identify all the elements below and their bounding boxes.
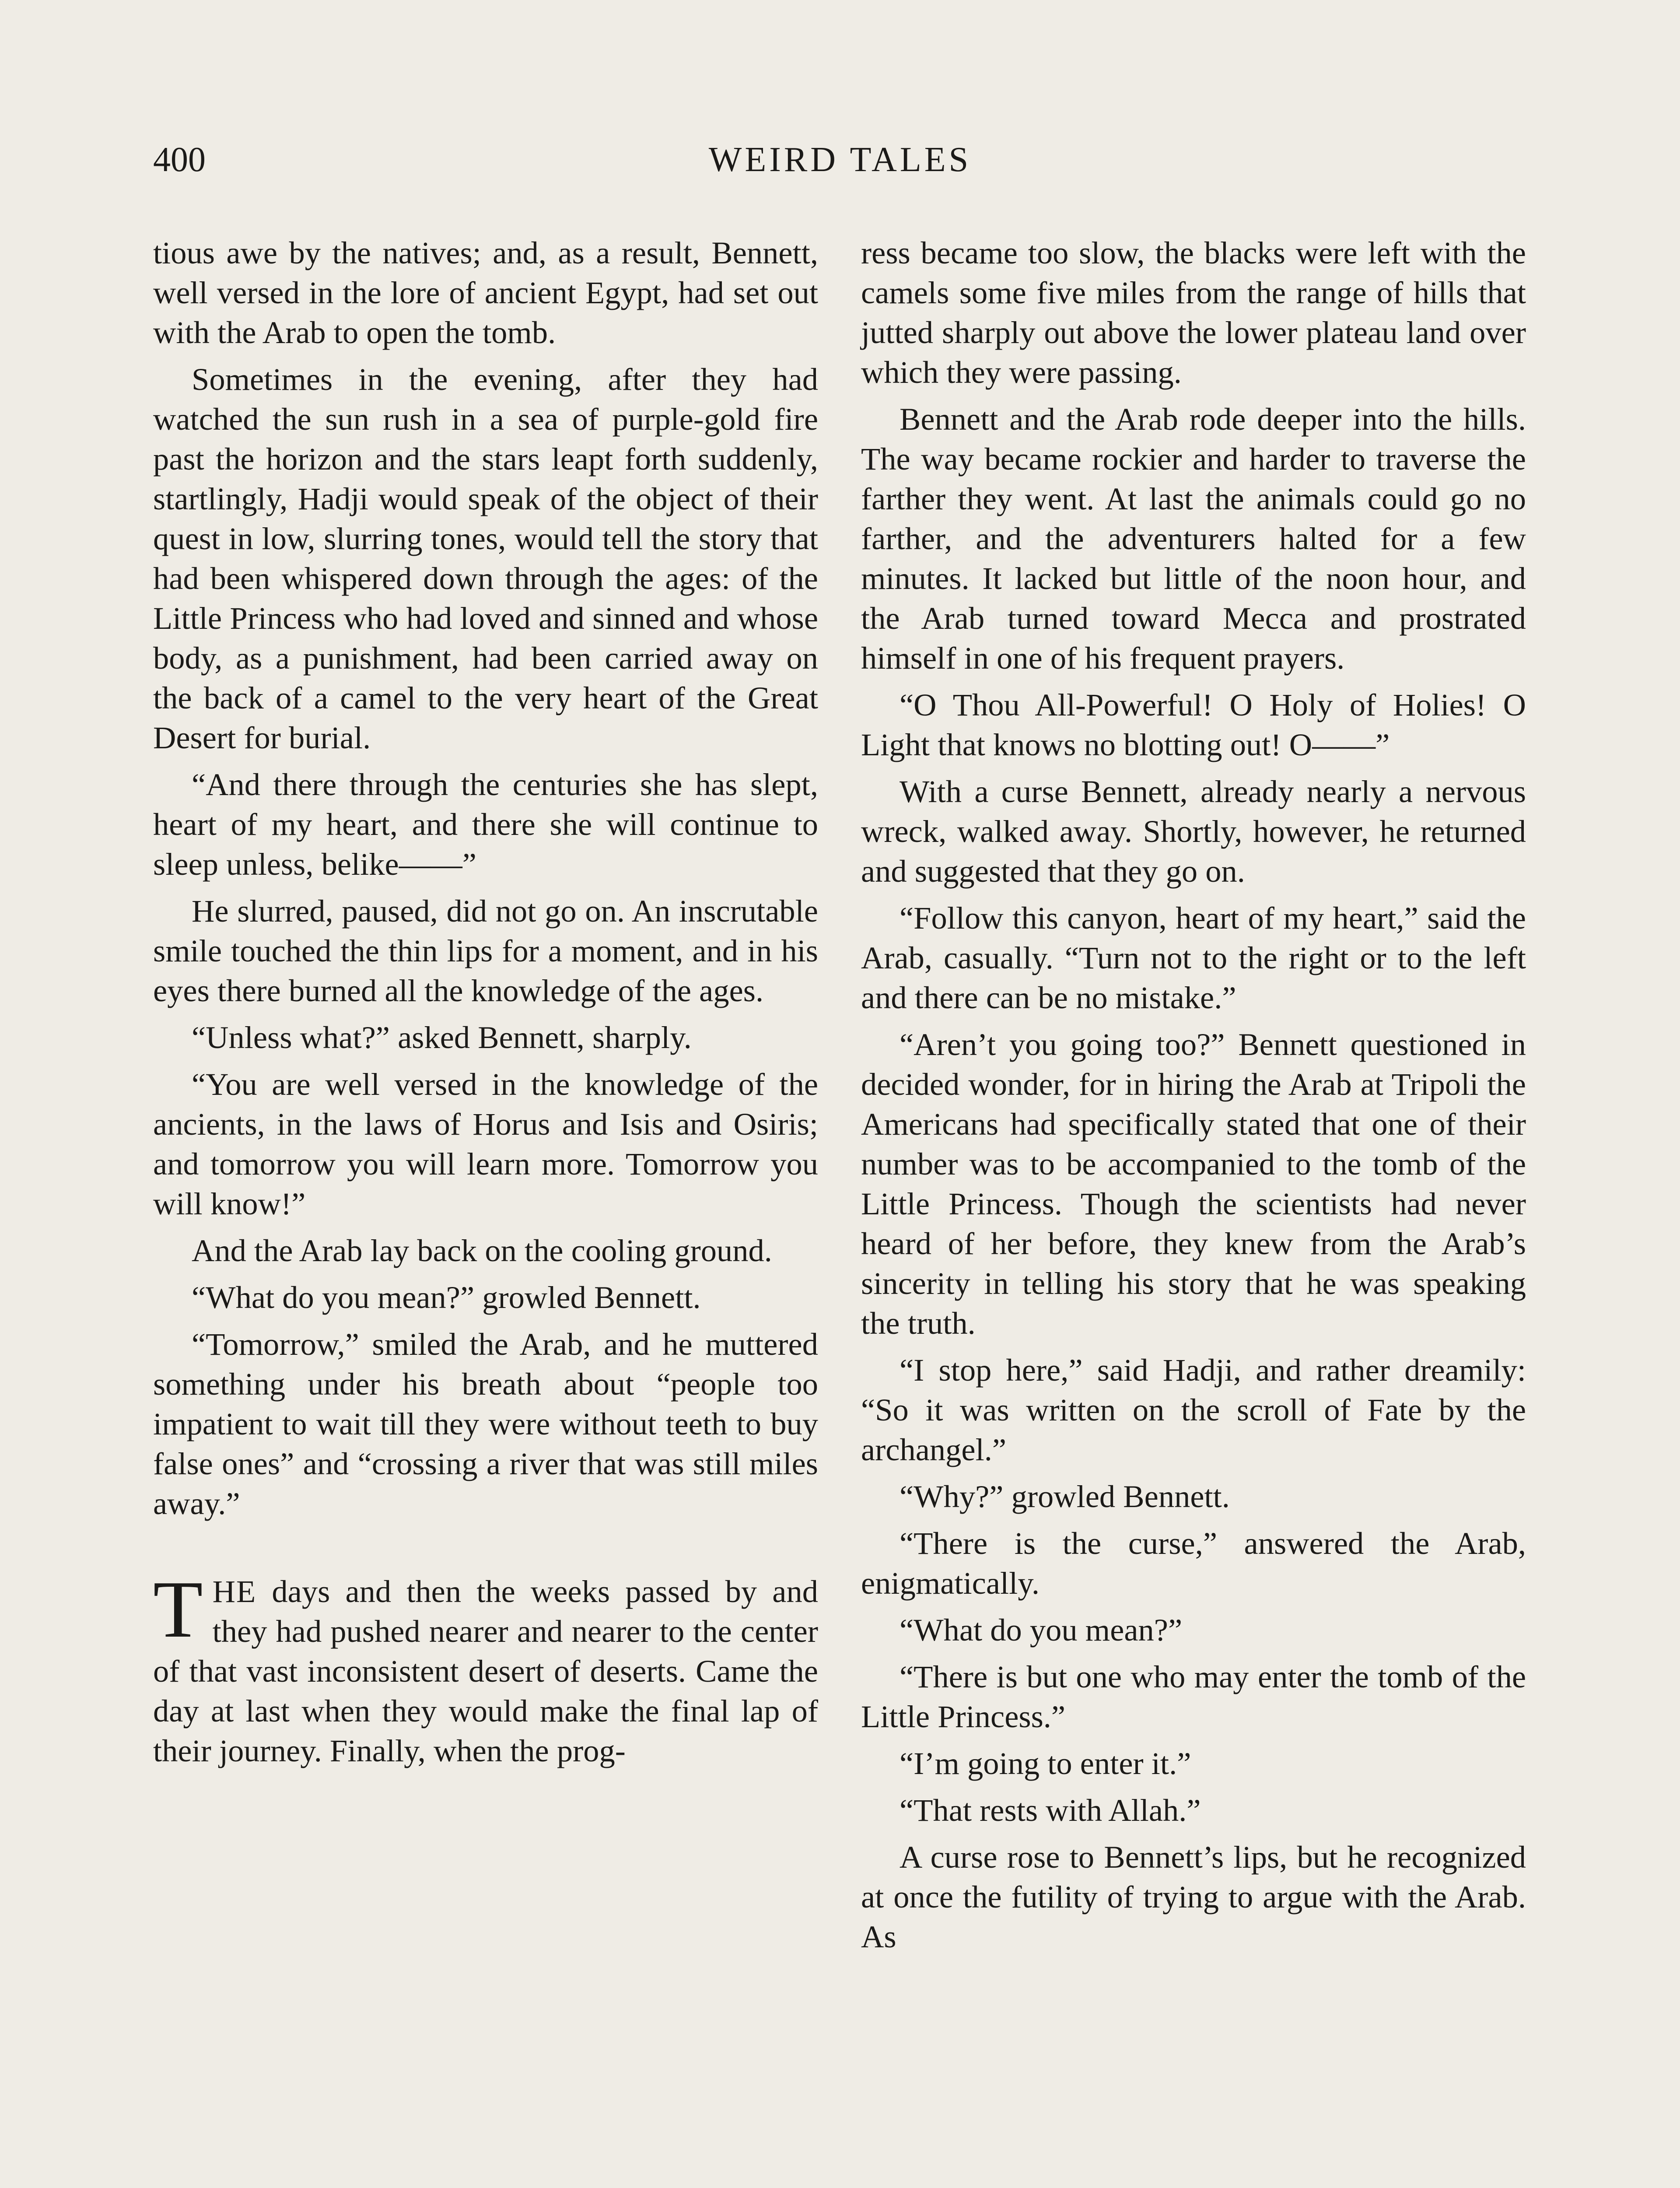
paragraph: “There is the curse,” answered the Arab, enigmatically.	[861, 1525, 1526, 1601]
running-head-title: WEIRD TALES	[708, 140, 972, 179]
paragraph: “I stop here,” said Hadji, and rather dreamily: “So it was written on the scroll of Fate by the archangel.”	[861, 1352, 1526, 1467]
page-header	[153, 136, 1527, 184]
paragraph: “That rests with Allah.”	[900, 1792, 1201, 1828]
paragraph: Bennett and the Arab rode deeper into the hills. The way became rockier and harder to traverse the farther they went. At last the animals could go no farther, and the adventurers halted for a few minutes. It lacked but little of the noon hour, and the Arab turned toward Mecca and prostrated himself in one of his frequent prayers.	[861, 401, 1526, 676]
paragraph: “Why?” growled Bennett.	[900, 1479, 1230, 1514]
left-column	[153, 233, 818, 1778]
paragraph: With a curse Bennett, already nearly a nervous wreck, walked away. Shortly, however, he returned and suggested that they go on.	[861, 774, 1526, 889]
paragraph: “Tomorrow,” smiled the Arab, and he muttered something under his breath about “people too impatient to wait till they were without teeth to buy false ones” and “crossing a river that was still miles away.”	[153, 1326, 818, 1521]
paragraph: ress became too slow, the blacks were left with the camels some five miles from the range of hills that jutted sharply out above the lower plateau land over which they were passing.	[861, 235, 1526, 390]
drop-cap: T	[153, 1564, 203, 1655]
paragraph: “What do you mean?”	[900, 1612, 1183, 1648]
paragraph: “Follow this canyon, heart of my heart,” said the Arab, casually. “Turn not to the right or to the left and there can be no mistake.”	[861, 900, 1526, 1015]
right-column	[861, 233, 1526, 1964]
small-caps-lead: HE	[212, 1574, 257, 1609]
paragraph: A curse rose to Bennett’s lips, but he recognized at once the futility of trying to argue with the Arab. As	[861, 1839, 1526, 1954]
paragraph: “And there through the centuries she has slept, heart of my heart, and there she will continue to sleep unless, belike——”	[153, 767, 818, 882]
paragraph: “There is but one who may enter the tomb of the Little Princess.”	[861, 1659, 1526, 1734]
paragraph: “I’m going to enter it.”	[900, 1746, 1191, 1781]
paragraph: “Aren’t you going too?” Bennett questioned in decided wonder, for in hiring the Arab at Tripoli the Americans had specifically stated that one of their number was to be accompanied to the tomb of the Little Princess. Though the scientists had never heard of her before, they knew from the Arab’s sincerity in telling his story that he was speaking the truth.	[861, 1027, 1526, 1341]
paragraph: “O Thou All-Powerful! O Holy of Holies! O Light that knows no blotting out! O——”	[861, 687, 1526, 762]
paragraph: tious awe by the natives; and, as a result, Bennett, well versed in the lore of ancient Egypt, had set out with the Arab to open the tomb.	[153, 235, 818, 350]
paragraph: He slurred, paused, did not go on. An inscrutable smile touched the thin lips for a moment, and in his eyes there burned all the knowledge of the ages.	[153, 893, 818, 1008]
paragraph: Sometimes in the evening, after they had watched the sun rush in a sea of purple-gold fire past the horizon and the stars leapt forth suddenly, startlingly, Hadji would speak of the object of their quest in low, slurring tones, would tell the story that had been whispered down through the ages: of the Little Princess who had loved and sinned and whose body, as a punishment, had been carried away on the back of a camel to the very heart of the Great Desert for burial.	[153, 361, 818, 755]
paragraph: “Unless what?” asked Bennett, sharply.	[192, 1020, 692, 1055]
section-start-paragraph	[153, 1564, 818, 1771]
paragraph: And the Arab lay back on the cooling ground.	[192, 1233, 772, 1268]
page-number: 400	[153, 140, 206, 179]
paragraph: “What do you mean?” growled Bennett.	[192, 1280, 701, 1315]
paragraph-text: days and then the weeks passed by and they had pushed nearer and nearer to the center of that vast inconsistent desert of deserts. Came the day at last when they would make the final lap of their journey. Finally, when the prog-	[153, 1574, 818, 1768]
paragraph: “You are well versed in the knowledge of the ancients, in the laws of Horus and Isis and Osiris; and tomorrow you will learn more. Tomorrow you will know!”	[153, 1066, 818, 1221]
